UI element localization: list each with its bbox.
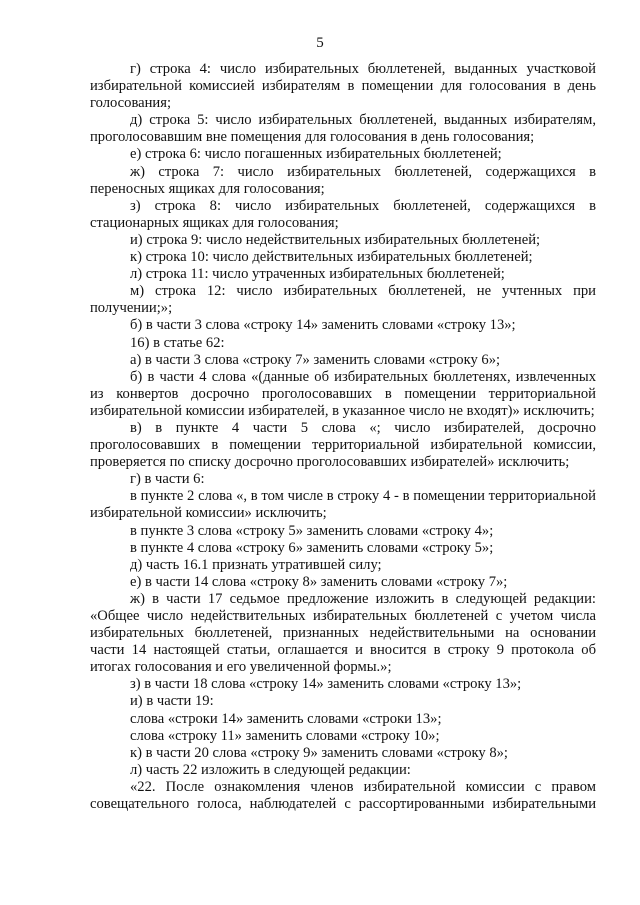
paragraph: 16) в статье 62: bbox=[130, 334, 225, 351]
paragraph: «22. После ознакомления членов избирательной комиссии с правом совещательного голоса, наблюдателей с рассортированными избирательными bbox=[90, 778, 596, 813]
paragraph: ж) строка 7: число избирательных бюллетеней, содержащихся в переносных ящиках для голосования; bbox=[90, 163, 596, 197]
paragraph: е) в части 14 слова «строку 8» заменить словами «строку 7»; bbox=[130, 573, 508, 590]
paragraph: в) в пункте 4 части 5 слова «; число избирателей, досрочно проголосовавших в помещении территориальной избирательной комиссии, проверяется по списку досрочно проголосовавших избирателей» исключить; bbox=[90, 419, 596, 471]
paragraph: слова «строку 11» заменить словами «строку 10»; bbox=[130, 727, 440, 744]
paragraph: е) строка 6: число погашенных избирательных бюллетеней; bbox=[130, 146, 502, 163]
paragraph: а) в части 3 слова «строку 7» заменить словами «строку 6»; bbox=[130, 351, 501, 368]
paragraph: в пункте 2 слова «, в том числе в строку 4 - в помещении территориальной избирательной комиссии» исключить; bbox=[90, 488, 596, 522]
paragraph: л) часть 22 изложить в следующей редакции: bbox=[130, 761, 411, 778]
paragraph: слова «строки 14» заменить словами «строки 13»; bbox=[130, 710, 442, 727]
paragraph: м) строка 12: число избирательных бюллетеней, не учтенных при получении;»; bbox=[90, 283, 596, 317]
paragraph: д) строка 5: число избирательных бюллетеней, выданных избирателям, проголосовавшим вне помещения для голосования в день голосования; bbox=[90, 112, 596, 146]
paragraph: г) в части 6: bbox=[130, 471, 205, 488]
paragraph: б) в части 3 слова «строку 14» заменить словами «строку 13»; bbox=[130, 317, 516, 334]
paragraph: и) строка 9: число недействительных избирательных бюллетеней; bbox=[130, 231, 541, 248]
paragraph: ж) в части 17 седьмое предложение изложить в следующей редакции: «Общее число недействительных избирательных бюллетеней с учетом числа избирательных бюллетеней, признанных недействительными на основании части 14 настоящей статьи, оглашается и вносится в строку 9 протокола об итогах голосования и его увеличенной формы.»; bbox=[90, 590, 596, 676]
paragraph: в пункте 4 слова «строку 6» заменить словами «строку 5»; bbox=[130, 539, 494, 556]
paragraph: л) строка 11: число утраченных избирательных бюллетеней; bbox=[130, 266, 505, 283]
paragraph: з) в части 18 слова «строку 14» заменить словами «строку 13»; bbox=[130, 676, 522, 693]
document-body bbox=[90, 61, 596, 813]
page-number: 5 bbox=[316, 35, 324, 51]
paragraph: д) часть 16.1 признать утратившей силу; bbox=[130, 556, 382, 573]
paragraph: к) строка 10: число действительных избирательных бюллетеней; bbox=[130, 249, 533, 266]
paragraph: б) в части 4 слова «(данные об избирательных бюллетенях, извлеченных из конвертов досрочно проголосовавших в помещении территориальной избирательной комиссии избирателей, в указанное число не входят)» исключить; bbox=[90, 368, 596, 419]
paragraph: и) в части 19: bbox=[130, 693, 214, 710]
paragraph: г) строка 4: число избирательных бюллетеней, выданных участковой избирательной комиссией избирателям в помещении для голосования в день голосования; bbox=[90, 61, 596, 112]
paragraph: в пункте 3 слова «строку 5» заменить словами «строку 4»; bbox=[130, 522, 494, 539]
paragraph: з) строка 8: число избирательных бюллетеней, содержащихся в стационарных ящиках для голосования; bbox=[90, 197, 596, 231]
paragraph: к) в части 20 слова «строку 9» заменить словами «строку 8»; bbox=[130, 744, 508, 761]
